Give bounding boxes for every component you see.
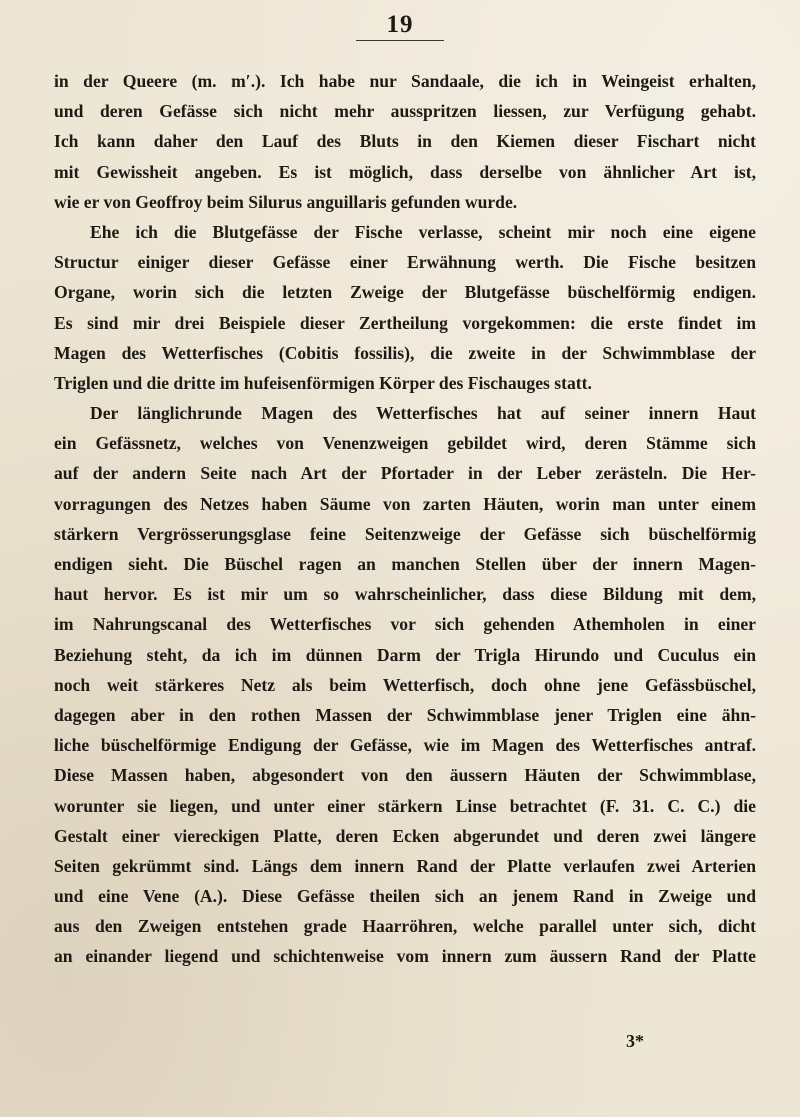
text-line: Beziehung steht, da ich im dünnen Darm der Trigla Hirundo und Cuculus ein (54, 644, 756, 665)
body-text (54, 66, 756, 972)
text-line: im Nahrungscanal des Wetterfisches vor sich gehenden Athemholen in einer (54, 614, 756, 635)
text-line: stärkern Vergrösserungsglase feine Seitenzweige der Gefässe sich büschelförmig (54, 523, 756, 544)
page-number-rule (356, 40, 444, 41)
text-line: endigen sieht. Die Büschel ragen an manchen Stellen über der innern Magen- (54, 554, 756, 574)
text-line: aus den Zweigen entstehen grade Haarröhren, welche parallel unter sich, dicht (54, 916, 756, 937)
text-line: liche büschelförmige Endigung der Gefässe, wie im Magen des Wetterfisches antraf. (54, 735, 756, 756)
text-line: Organe, worin sich die letzten Zweige der Blutgefässe büschelförmig endigen. (54, 282, 756, 303)
text-line: Seiten gekrümmt sind. Längs dem innern Rand der Platte verlaufen zwei Arterien (54, 855, 756, 876)
text-line: vorragungen des Netzes haben Säume von zarten Häuten, worin man unter einem (54, 493, 756, 514)
text-line: in der Queere (m. m′.). Ich habe nur Sandaale, die ich in Weingeist erhalten, (54, 71, 756, 91)
text-line: Diese Massen haben, abgesondert von den äussern Häuten der Schwimmblase, (54, 765, 756, 786)
text-line: wie er von Geoffroy beim Silurus anguillaris gefunden wurde. (54, 191, 518, 212)
text-line: haut hervor. Es ist mir um so wahrscheinlicher, dass diese Bildung mit dem, (54, 584, 756, 605)
text-line: worunter sie liegen, und unter einer stärkern Linse betrachtet (F. 31. C. C.) die (54, 795, 756, 816)
text-line: Ehe ich die Blutgefässe der Fische verlasse, scheint mir noch eine eigene (90, 221, 756, 242)
text-line: Magen des Wetterfisches (Cobitis fossilis), die zweite in der Schwimmblase der (54, 342, 756, 363)
text-line: ein Gefässnetz, welches von Venenzweigen gebildet wird, deren Stämme sich (54, 433, 756, 454)
text-line: Der länglichrunde Magen des Wetterfisches hat auf seiner innern Haut (90, 403, 756, 424)
text-line: dagegen aber in den rothen Massen der Schwimmblase jener Triglen eine ähn- (54, 704, 756, 725)
text-line: Ich kann daher den Lauf des Bluts in den Kiemen dieser Fischart nicht (54, 131, 756, 152)
text-line: und deren Gefässe sich nicht mehr ausspritzen liessen, zur Verfügung gehabt. (54, 101, 756, 122)
text-line: Structur einiger dieser Gefässe einer Erwähnung werth. Die Fische besitzen (54, 252, 756, 273)
text-line: mit Gewissheit angeben. Es ist möglich, dass derselbe von ähnlicher Art ist, (54, 161, 756, 182)
text-line: Gestalt einer viereckigen Platte, deren Ecken abgerundet und deren zwei längere (54, 825, 756, 846)
signature-mark: 3* (626, 1031, 644, 1051)
page-number: 19 (386, 11, 414, 38)
text-line: noch weit stärkeres Netz als beim Wetterfisch, doch ohne jene Gefässbüschel, (54, 674, 756, 695)
text-line: auf der andern Seite nach Art der Pfortader in der Leber zerästeln. Die Her- (54, 463, 756, 484)
text-line: Triglen und die dritte im hufeisenförmigen Körper des Fischauges statt. (54, 372, 592, 393)
text-line: an einander liegend und schichtenweise vom innern zum äussern Rand der Platte (54, 946, 756, 967)
text-line: Es sind mir drei Beispiele dieser Zertheilung vorgekommen: die erste findet im (54, 312, 756, 333)
text-line: und eine Vene (A.). Diese Gefässe theilen sich an jenem Rand in Zweige und (54, 886, 756, 907)
